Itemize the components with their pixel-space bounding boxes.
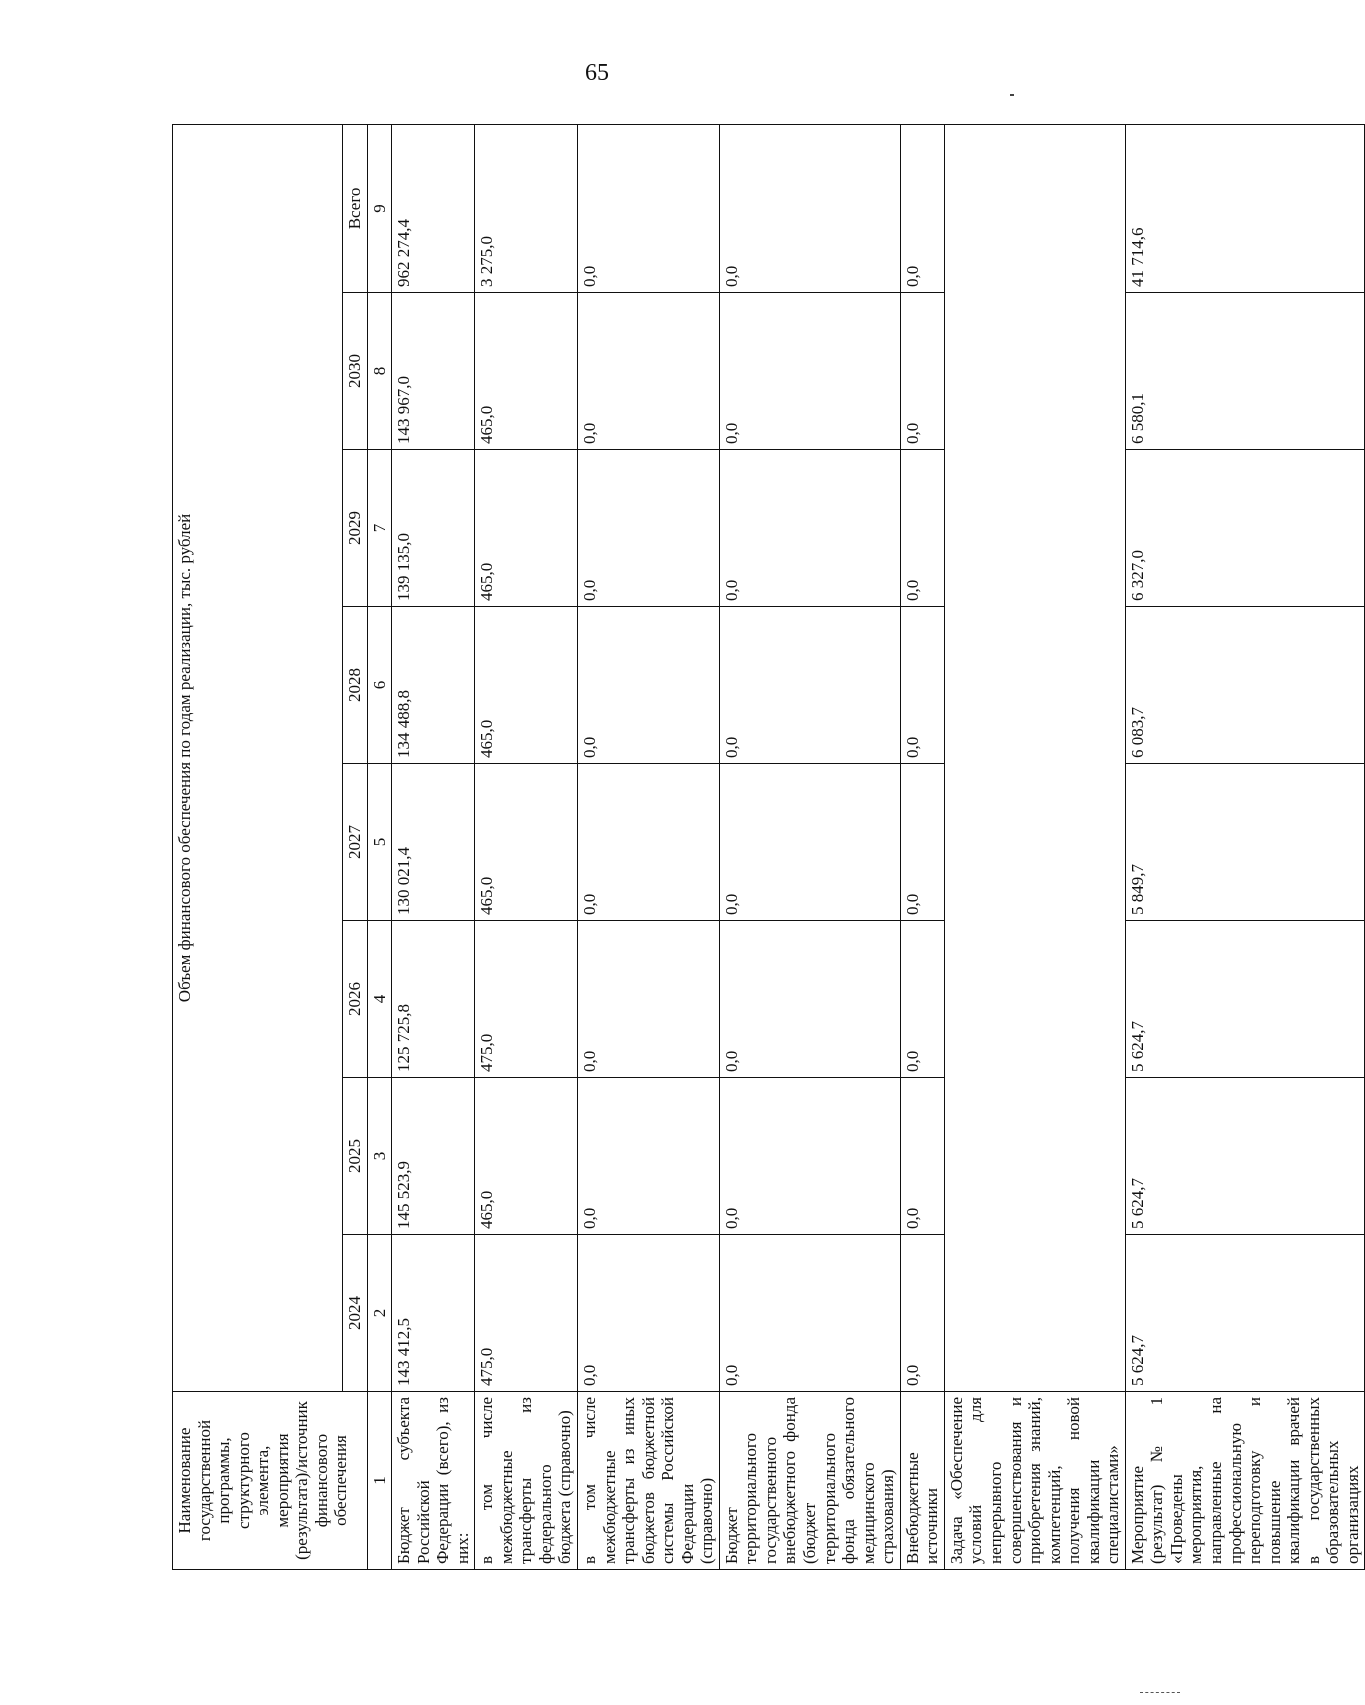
task-empty-cell: [944, 124, 1125, 1391]
year-header: 2025: [343, 1078, 368, 1235]
value-cell: 0,0: [900, 450, 944, 607]
value-cell: 145 523,9: [392, 1078, 475, 1235]
value-cell: 465,0: [475, 1078, 578, 1235]
value-cell: 0,0: [900, 293, 944, 450]
value-cell: 0,0: [719, 764, 900, 921]
value-cell: 0,0: [719, 921, 900, 1078]
value-cell: 465,0: [475, 764, 578, 921]
column-number: 9: [367, 124, 392, 292]
value-cell: 962 274,4: [392, 124, 475, 292]
value-cell: 143 967,0: [392, 293, 475, 450]
value-cell: 465,0: [475, 607, 578, 764]
scan-speck: [1010, 94, 1014, 96]
value-cell: 0,0: [578, 764, 720, 921]
column-number: 7: [367, 450, 392, 607]
value-cell: 5 624,7: [1125, 921, 1365, 1078]
year-header: 2030: [343, 293, 368, 450]
value-cell: 0,0: [578, 607, 720, 764]
volume-header: Объем финансового обеспечения по годам реализации, тыс. рублей: [173, 124, 343, 1391]
table-row: [392, 124, 475, 1569]
value-cell: 465,0: [475, 450, 578, 607]
value-cell: 0,0: [719, 1235, 900, 1392]
row-label: Бюджет территориального государственного внебюджетного фонда (бюджет территориального фонда обязательного медицинского страхования): [719, 1392, 900, 1570]
value-cell: 475,0: [475, 1235, 578, 1392]
table-row: [944, 124, 1125, 1569]
page-number: 65: [585, 60, 609, 86]
value-cell: 0,0: [578, 921, 720, 1078]
value-cell: 0,0: [578, 293, 720, 450]
column-number: 6: [367, 607, 392, 764]
value-cell: 0,0: [719, 607, 900, 764]
value-cell: 6 580,1: [1125, 293, 1365, 450]
row-label: Мероприятие (результат) № 1 «Проведены мероприятия, направленные на профессиональную переподготовку и повышение квалификации врачей в государственных образовательных организациях: [1125, 1392, 1365, 1570]
value-cell: 134 488,8: [392, 607, 475, 764]
value-cell: 0,0: [900, 1078, 944, 1235]
table-row: [475, 124, 578, 1569]
year-header: 2027: [343, 764, 368, 921]
value-cell: 143 412,5: [392, 1235, 475, 1392]
value-cell: 3 275,0: [475, 124, 578, 292]
value-cell: 5 624,7: [1125, 1078, 1365, 1235]
value-cell: 0,0: [578, 1235, 720, 1392]
value-cell: 125 725,8: [392, 921, 475, 1078]
row-label: Внебюджетные источники: [900, 1392, 944, 1570]
column-number: 2: [367, 1235, 392, 1392]
value-cell: 0,0: [900, 764, 944, 921]
year-header: 2024: [343, 1235, 368, 1392]
value-cell: 465,0: [475, 293, 578, 450]
column-numbers-row: [367, 124, 392, 1569]
value-cell: 0,0: [719, 1078, 900, 1235]
value-cell: 475,0: [475, 921, 578, 1078]
row-label: в том числе межбюджетные трансферты из иных бюджетов бюджетной системы Российской Федерации (справочно): [578, 1392, 720, 1570]
value-cell: 0,0: [578, 124, 720, 292]
value-cell: 0,0: [900, 124, 944, 292]
table-row: [578, 124, 720, 1569]
row-label: в том числе межбюджетные трансферты из федерального бюджета (справочно): [475, 1392, 578, 1570]
table-row: [1125, 124, 1365, 1569]
year-header: 2029: [343, 450, 368, 607]
scan-mark: [1140, 1692, 1180, 1696]
value-cell: 139 135,0: [392, 450, 475, 607]
financing-table: [172, 124, 1365, 1570]
value-cell: 6 327,0: [1125, 450, 1365, 607]
value-cell: 0,0: [719, 450, 900, 607]
value-cell: 0,0: [900, 921, 944, 1078]
years-row: [343, 124, 368, 1569]
value-cell: 5 624,7: [1125, 1235, 1365, 1392]
column-number: 8: [367, 293, 392, 450]
value-cell: 0,0: [719, 293, 900, 450]
name-column-header: Наименование государственной программы, структурного элемента, мероприятия (результата)/источник финансового обеспечения: [173, 1392, 368, 1570]
value-cell: 0,0: [578, 450, 720, 607]
column-number: 5: [367, 764, 392, 921]
rotated-table-container: [172, 125, 1362, 1570]
row-label: Бюджет субъекта Российской Федерации (всего), из них:: [392, 1392, 475, 1570]
value-cell: 41 714,6: [1125, 124, 1365, 292]
table-row: [900, 124, 944, 1569]
value-cell: 0,0: [900, 607, 944, 764]
row-label: Задача «Обеспечение условий для непрерывного совершенствования и приобретения знаний, компетенций, получения новой квалификации специалистами»: [944, 1392, 1125, 1570]
column-number: 4: [367, 921, 392, 1078]
value-cell: 0,0: [719, 124, 900, 292]
value-cell: 6 083,7: [1125, 607, 1365, 764]
value-cell: 0,0: [900, 1235, 944, 1392]
value-cell: 0,0: [578, 1078, 720, 1235]
column-number: 1: [367, 1392, 392, 1570]
value-cell: 130 021,4: [392, 764, 475, 921]
table-body: [392, 124, 1365, 1569]
value-cell: 5 849,7: [1125, 764, 1365, 921]
column-number: 3: [367, 1078, 392, 1235]
year-header: Всего: [343, 124, 368, 292]
year-header: 2028: [343, 607, 368, 764]
table-row: [719, 124, 900, 1569]
header-row: [173, 124, 343, 1569]
year-header: 2026: [343, 921, 368, 1078]
